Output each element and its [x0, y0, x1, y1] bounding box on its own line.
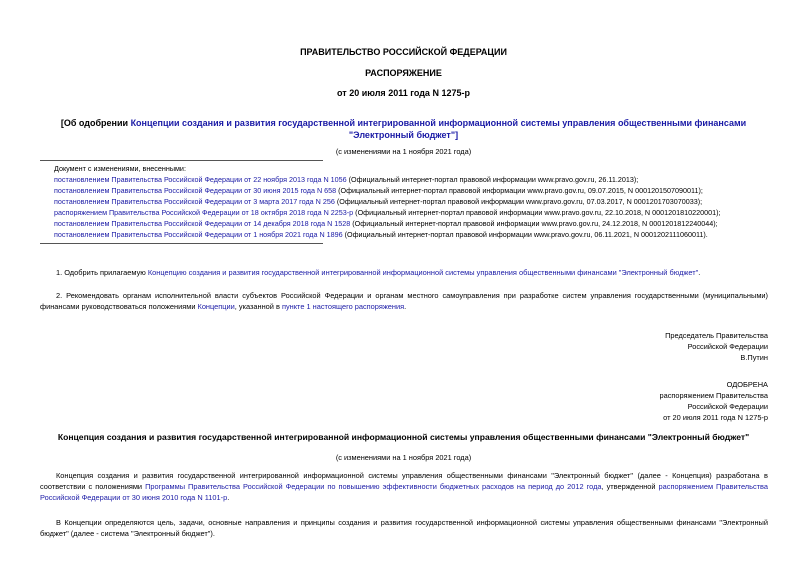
- concept-title-link[interactable]: Концепции создания и развития государственной интегрированной информационной системы управления общественными финансами: [130, 118, 747, 128]
- concept-paragraph-1: Концепция создания и развития государственной интегрированной информационной системы управления общественными финансами "Электронный бюджет" (далее - Концепция) разработана в соответствии с положениями Программы Правительства Российской Федерации по повышению эффективности бюджетных расходов на период до 2012 года, утвержденной распоряжением Правительства Российской Федерации от 30 июня 2010 года N 1101-р.: [40, 471, 769, 502]
- amendment-link[interactable]: постановлением Правительства Российской Федерации от 22 ноября 2013 года N 1056: [54, 175, 347, 184]
- amendments-list: [54, 163, 720, 240]
- title-changes-note: (с изменениями на 1 ноября 2021 года): [335, 147, 472, 156]
- amendment-link[interactable]: постановлением Правительства Российской Федерации от 14 декабря 2018 года N 1528: [54, 219, 351, 228]
- concept-paragraph-2: В Концепции определяются цель, задачи, основные направления и принципы создания и развития государственной информационной системы управления общественными финансами "Электронный бюджет" (далее - система "Электронный бюджет").: [40, 518, 768, 538]
- amendment-item: постановлением Правительства Российской Федерации от 22 ноября 2013 года N 1056 (Официальный интернет-портал правовой информации www.pravo.gov.ru, 26.11.2013);: [54, 175, 639, 184]
- signature-name: В.Путин: [740, 353, 768, 362]
- amendment-link[interactable]: постановлением Правительства Российской Федерации от 30 июня 2015 года N 658: [54, 186, 337, 195]
- amendment-link[interactable]: постановлением Правительства Российской Федерации от 1 ноября 2021 года N 1896: [54, 230, 343, 239]
- concept-link[interactable]: Концепцию создания и развития государственной интегрированной информационной системы управления общественными финансами "Электронный бюджет": [147, 268, 699, 277]
- amendment-item: постановлением Правительства Российской Федерации от 14 декабря 2018 года N 1528 (Официальный интернет-портал правовой информации www.pravo.gov.ru, 24.12.2018, N 0001201812240044);: [54, 219, 718, 228]
- approval-line: от 20 июля 2011 года N 1275-р: [663, 413, 768, 422]
- concept-changes-note: (с изменениями на 1 ноября 2021 года): [335, 453, 472, 462]
- approval-line: распоряжением Правительства: [659, 391, 768, 400]
- concept-title-link-cont[interactable]: "Электронный бюджет"]: [348, 130, 459, 140]
- approval-block: [560, 379, 768, 423]
- document-date-number: от 20 июля 2011 года N 1275-р: [337, 88, 470, 98]
- signature-block: [560, 330, 768, 363]
- concept-title: Концепция создания и развития государственной интегрированной информационной системы управления общественными финансами "Электронный бюджет": [57, 432, 750, 442]
- amendment-link[interactable]: постановлением Правительства Российской Федерации от 3 марта 2017 года N 256: [54, 197, 335, 206]
- amendment-item: распоряжением Правительства Российской Федерации от 18 октября 2018 года N 2253-р (Официальный интернет-портал правовой информации www.pravo.gov.ru, 22.10.2018, N 0001201810220001);: [54, 208, 721, 217]
- amendment-item: постановлением Правительства Российской Федерации от 3 марта 2017 года N 256 (Официальный интернет-портал правовой информации www.pravo.gov.ru, 07.03.2017, N 0001201703070033);: [54, 197, 703, 206]
- amendments-top-divider: [40, 160, 323, 161]
- document-title: [0, 117, 807, 141]
- amendment-item: постановлением Правительства Российской Федерации от 1 ноября 2021 года N 1896 (Официальный интернет-портал правовой информации www.pravo.gov.ru, 06.11.2021, N 0001202111060011).: [54, 230, 708, 239]
- amendments-intro: Документ с изменениями, внесенными:: [54, 164, 186, 173]
- signature-country: Российской Федерации: [687, 342, 768, 351]
- title-prefix: [Об одобрении: [60, 118, 131, 128]
- order-link[interactable]: распоряжением Правительства Российской Федерации от 30 июня 2010 года N 1101-р: [40, 482, 769, 502]
- approval-heading: ОДОБРЕНА: [726, 380, 768, 389]
- government-name: ПРАВИТЕЛЬСТВО РОССИЙСКОЙ ФЕДЕРАЦИИ: [300, 47, 507, 57]
- approval-line: Российской Федерации: [687, 402, 768, 411]
- program-link[interactable]: Программы Правительства Российской Федерации по повышению эффективности бюджетных расходов на период до 2012 года: [145, 482, 602, 491]
- concept-link[interactable]: Концепции: [197, 302, 235, 311]
- paragraph-1: 1. Одобрить прилагаемую Концепцию создания и развития государственной интегрированной информационной системы управления общественными финансами "Электронный бюджет".: [56, 268, 701, 277]
- amendments-bottom-divider: [40, 243, 323, 244]
- document-type: РАСПОРЯЖЕНИЕ: [365, 68, 442, 78]
- amendment-link[interactable]: распоряжением Правительства Российской Федерации от 18 октября 2018 года N 2253-р: [54, 208, 354, 217]
- amendment-item: постановлением Правительства Российской Федерации от 30 июня 2015 года N 658 (Официальный интернет-портал правовой информации www.pravo.gov.ru, 09.07.2015, N 0001201507090011);: [54, 186, 703, 195]
- paragraph-1-link[interactable]: пункте 1 настоящего распоряжения: [281, 302, 405, 311]
- paragraph-2: 2. Рекомендовать органам исполнительной власти субъектов Российской Федерации и органам местного самоуправления при разработке систем управления государственными (муниципальными) финансами руководствоваться положениями Концепции, указанной в пункте 1 настоящего распоряжения.: [40, 291, 768, 311]
- signature-position: Председатель Правительства: [665, 331, 768, 340]
